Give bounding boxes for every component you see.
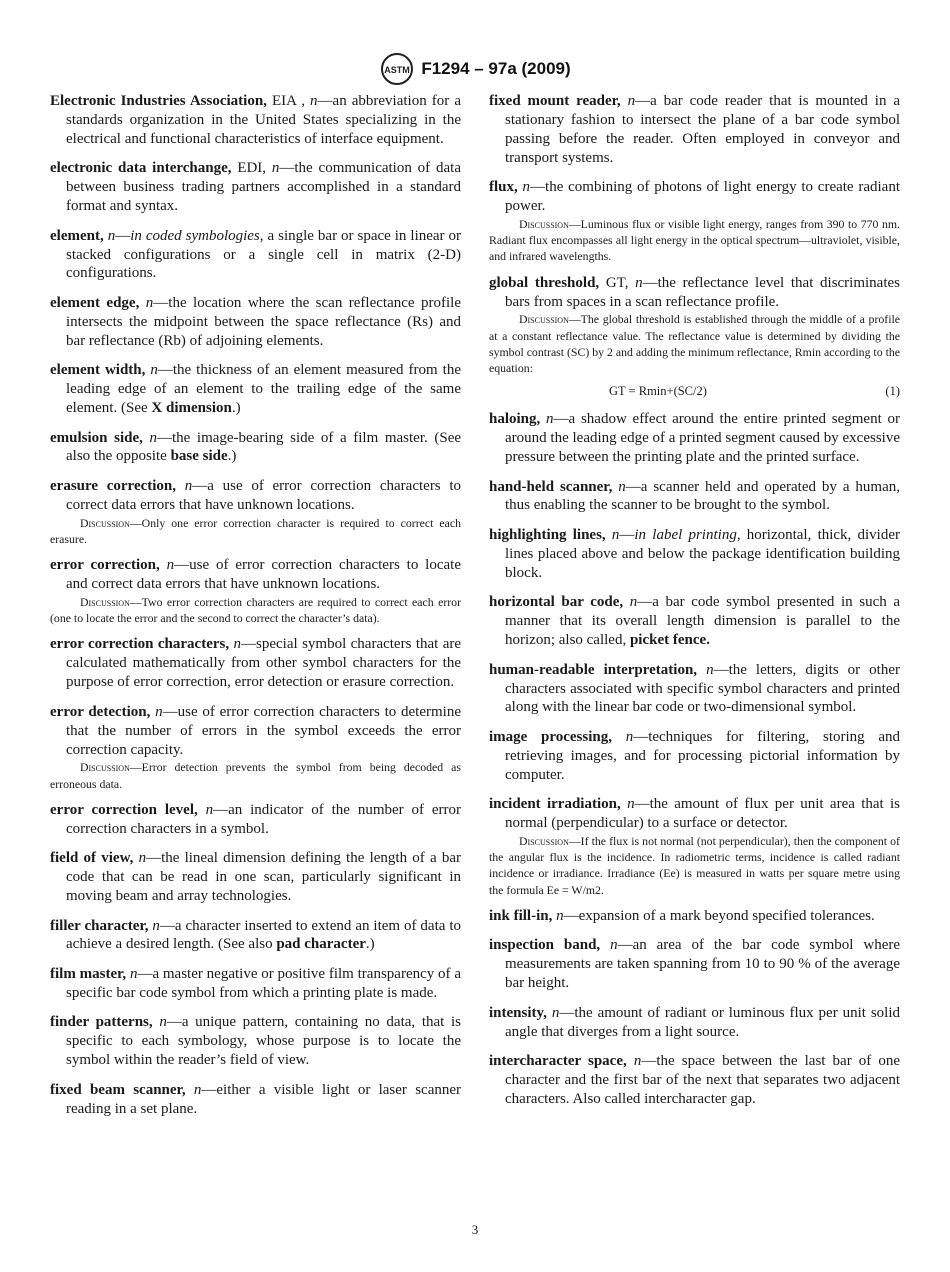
- entry-term: element edge,: [50, 294, 140, 311]
- entry-definition: n—use of error correction characters to determine that the number of errors in the symbol exceeds the error correction capacity.: [66, 703, 461, 758]
- entry-definition: EIA , n—an abbreviation for a standards organization in the United States specializing in the electrical and functional characteristics of interface equipment.: [66, 93, 461, 147]
- entry-term: horizontal bar code,: [489, 594, 624, 611]
- entry-definition: n—an area of the bar code symbol where measurements are taken spanning from 10 to 90 % of the average bar height.: [505, 937, 901, 992]
- discussion-label: Discussion: [519, 834, 569, 849]
- entry-definition: n—the combining of photons of light energy to create radiant power.: [505, 179, 900, 215]
- entry-definition: n—a master negative or positive film transparency of a specific bar code symbol from which a printing plate is made.: [66, 965, 462, 1001]
- page-header: [0, 52, 950, 91]
- entry-definition: n—a shadow effect around the entire printed segment or around the leading edge of a printed segment caused by excessive pressure between the printing plate and the printed surface.: [505, 411, 901, 466]
- entry-definition: GT, n—the reflectance level that discriminates bars from spaces in a scan reflectance profile.: [505, 274, 901, 310]
- discussion-text: —Luminous flux or visible light energy, ranges from 390 to 770 nm. Radiant flux encompasses all light energy in the optical spectrum—ultraviolet, visible, and infrared wavelengths.: [489, 217, 900, 264]
- entry-definition: n—a use of error correction characters to correct data errors that have unknown locations.: [66, 477, 462, 513]
- glossary-entry: [50, 849, 461, 906]
- glossary-entry: [489, 410, 900, 467]
- entry-tail: .): [365, 936, 375, 953]
- left-column: [50, 92, 461, 1129]
- discussion-label: Discussion: [80, 760, 130, 775]
- glossary-entry: [489, 907, 900, 926]
- entry-term: erasure correction,: [50, 477, 177, 494]
- entry-term: element width,: [50, 362, 146, 379]
- entry-definition: n—in label printing, horizontal, thick, divider lines placed above and below the package identification building block.: [505, 526, 901, 581]
- entry-definition: n—the image-bearing side of a film master. (See also the opposite: [66, 429, 462, 465]
- entry-definition: n—a unique pattern, containing no data, that is specific to each symbology, whose purpose is to locate the symbol within the reader’s field of view.: [66, 1014, 461, 1069]
- discussion-text: —If the flux is not normal (not perpendicular), then the component of the angular flux is the incidence. In radiometric terms, incidence is called radiant incidence or irradiance. Irradiance (Ee) is measured in watts per square metre using the formula Ee = W/m2.: [489, 834, 900, 897]
- entry-definition: EDI, n—the communication of data between business trading partners accomplished in a standard format and syntax.: [66, 160, 461, 215]
- entry-cross-reference: pad character: [276, 936, 366, 953]
- entry-term: highlighting lines,: [489, 526, 606, 543]
- entry-term: ink fill-in,: [489, 907, 553, 924]
- glossary-entry: [50, 429, 461, 467]
- glossary-entry: [489, 274, 900, 312]
- entry-definition: n—expansion of a mark beyond specified tolerances.: [556, 907, 875, 924]
- entry-term: human-readable interpretation,: [489, 661, 698, 678]
- discussion-text: —Two error correction characters are required to correct each error (one to locate the error and the second to correct the character’s data).: [50, 595, 461, 626]
- entry-term: flux,: [489, 179, 518, 196]
- discussion-note: [50, 759, 461, 791]
- glossary-entry: [50, 965, 461, 1003]
- glossary-entry: [50, 92, 461, 149]
- discussion-note: [50, 594, 461, 626]
- glossary-entry: [50, 159, 461, 216]
- entry-term: fixed mount reader,: [489, 93, 621, 109]
- discussion-text: —The global threshold is established through the middle of a profile at a constant reflectance value. The reflectance value is determined by dividing the symbol contrast (SC) by 2 and adding the minimum reflectance, Rmin according to the equation:: [489, 312, 900, 376]
- entry-term: film master,: [50, 965, 127, 982]
- entry-term: error correction,: [50, 557, 160, 574]
- entry-definition: n—the thickness of an element measured from the leading edge of an element to the trailing edge of the same element. (See: [66, 362, 461, 417]
- equation-text: GT = Rmin+(SC/2): [609, 384, 707, 399]
- equation-number: (1): [885, 384, 900, 399]
- entry-definition: n—the lineal dimension defining the length of a bar code that can be read in one scan, particularly significant in moving beam and array technologies.: [66, 850, 462, 905]
- entry-term: error detection,: [50, 703, 151, 720]
- discussion-label: Discussion: [519, 312, 569, 327]
- entry-definition: n—in coded symbologies, a single bar or space in linear or stacked configurations or a single cell in matrix (2-D) configurations.: [66, 227, 462, 282]
- entry-definition: n—a bar code symbol presented in such a manner that its overall length dimension is parallel to the horizon; also called,: [505, 594, 900, 649]
- entry-term: error correction characters,: [50, 636, 230, 653]
- entry-term: error correction level,: [50, 801, 198, 818]
- discussion-note: [489, 216, 900, 265]
- entry-definition: n—the letters, digits or other characters associated with specific symbol characters and printed along with the linear bar code or two-dimensional symbol.: [505, 661, 900, 716]
- discussion-note: [489, 311, 900, 376]
- entry-definition: n—an indicator of the number of error correction characters in a symbol.: [66, 801, 461, 837]
- glossary-entry: [489, 178, 900, 216]
- glossary-entry: [50, 1013, 461, 1070]
- equation: [489, 382, 900, 400]
- entry-term: fixed beam scanner,: [50, 1081, 186, 1098]
- glossary-entry: [489, 92, 900, 168]
- page-number: 3: [471, 1222, 479, 1237]
- entry-term: electronic data interchange,: [50, 160, 232, 177]
- entry-definition: n—the amount of flux per unit area that is normal (perpendicular) to a surface or detector.: [505, 796, 901, 832]
- glossary-entry: [50, 1081, 461, 1119]
- entry-tail: .): [227, 448, 237, 465]
- entry-term: intensity,: [489, 1004, 547, 1021]
- entry-definition: n—either a visible light or laser scanner reading in a set plane.: [66, 1081, 462, 1117]
- entry-term: intercharacter space,: [489, 1053, 627, 1070]
- entry-term: inspection band,: [489, 937, 601, 954]
- entry-term: finder patterns,: [50, 1014, 153, 1031]
- glossary-entry: [489, 795, 900, 833]
- entry-tail: .): [231, 400, 241, 417]
- glossary-entry: [489, 1004, 900, 1042]
- entry-definition: n—techniques for filtering, storing and retrieving images, and for processing pictorial information by computer.: [505, 728, 901, 783]
- entry-term: emulsion side,: [50, 429, 143, 446]
- glossary-entry: [489, 478, 900, 516]
- glossary-entry: [489, 526, 900, 583]
- discussion-label: Discussion: [80, 515, 130, 530]
- entry-term: global threshold,: [489, 274, 600, 291]
- entry-cross-reference: X dimension: [151, 400, 232, 417]
- discussion-note: [489, 833, 900, 898]
- entry-cross-reference: base side: [170, 448, 228, 465]
- entry-term: image processing,: [489, 728, 612, 745]
- astm-logo-icon: [379, 52, 415, 86]
- glossary-entry: [50, 227, 461, 284]
- entry-definition: n—a character inserted to extend an item of data to achieve a desired length. (See also: [66, 917, 462, 953]
- glossary-entry: [50, 703, 461, 760]
- entry-term: element,: [50, 227, 104, 244]
- entry-definition: n—the space between the last bar of one character and the first bar of the next that separates two adjacent characters. Also called intercharacter gap.: [505, 1053, 901, 1107]
- discussion-text: —Error detection prevents the symbol from being decoded as erroneous data.: [50, 760, 461, 791]
- glossary-entry: [50, 477, 461, 515]
- entry-definition: n—the amount of radiant or luminous flux per unit solid angle that diverges from a light source.: [505, 1004, 901, 1040]
- glossary-entry: [489, 728, 900, 785]
- glossary-entry: [50, 294, 461, 351]
- entry-definition: n—special symbol characters that are calculated mathematically from other symbol characters for the purpose of error correction, error detection or erasure correction.: [66, 636, 462, 691]
- glossary-entry: [489, 1052, 900, 1109]
- entry-term: field of view,: [50, 850, 134, 867]
- discussion-note: [50, 515, 461, 547]
- glossary-entry: [50, 556, 461, 594]
- glossary-entry: [50, 801, 461, 839]
- entry-term: hand-held scanner,: [489, 478, 613, 495]
- glossary-entry: [50, 917, 461, 955]
- discussion-text: —Only one error correction character is required to correct each erasure.: [50, 515, 461, 546]
- logo-text: ASTM: [384, 65, 411, 75]
- entry-term: Electronic Industries Association,: [50, 93, 267, 109]
- entry-definition: n—use of error correction characters to locate and correct data errors that have unknown locations.: [66, 557, 461, 593]
- discussion-label: Discussion: [519, 217, 569, 232]
- right-column: [489, 92, 900, 1119]
- discussion-label: Discussion: [80, 595, 130, 609]
- entry-term: filler character,: [50, 917, 149, 934]
- glossary-entry: [50, 361, 461, 418]
- entry-definition: n—a bar code reader that is mounted in a stationary fashion to intersect the plane of a bar code symbol passing before the reader. Often employed in conveyor and transport systems.: [505, 93, 901, 166]
- glossary-entry: [489, 593, 900, 650]
- entry-term: haloing,: [489, 411, 541, 428]
- entry-definition: n—the location where the scan reflectance profile intersects the midpoint between the space reflectance (Rs) and bar reflectance (Rb) of adjoining elements.: [66, 294, 461, 349]
- glossary-entry: [489, 936, 900, 993]
- standard-designation: F1294 – 97a (2009): [421, 59, 571, 78]
- entry-cross-reference: picket fence.: [629, 632, 710, 649]
- entry-term: incident irradiation,: [489, 796, 621, 813]
- entry-definition: n—a scanner held and operated by a human, thus enabling the scanner to be brought to the symbol.: [505, 478, 900, 514]
- glossary-entry: [50, 635, 461, 692]
- glossary-entry: [489, 661, 900, 718]
